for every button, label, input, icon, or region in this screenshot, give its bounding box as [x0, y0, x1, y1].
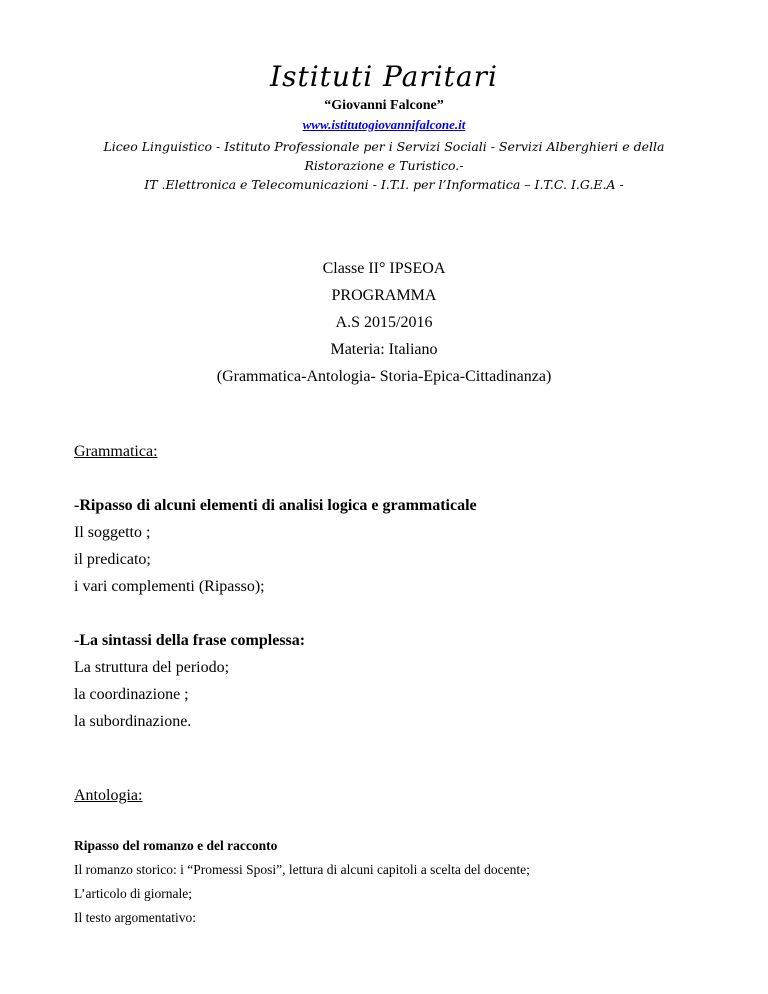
list-item: Il testo argomentativo:	[74, 910, 196, 925]
schools-line-1: Liceo Linguistico - Istituto Professionale per i Servizi Sociali - Servizi Alberghieri e della Ristorazione e Turistico.-	[103, 139, 665, 173]
grammatica-heading: Grammatica:	[74, 443, 158, 460]
antologia-heading: Antologia:	[74, 787, 143, 804]
list-item: La struttura del periodo;	[74, 659, 230, 676]
list-item: i vari complementi (Ripasso);	[74, 578, 265, 595]
list-item: Il soggetto ;	[74, 524, 151, 541]
website-link[interactable]: www.istitutogiovannifalcone.it	[302, 117, 466, 132]
list-item: la coordinazione ;	[74, 686, 189, 703]
institute-title: Istituti Paritari	[270, 60, 498, 93]
list-item: la subordinazione.	[74, 713, 192, 730]
grammatica-block2-title: -La sintassi della frase complessa:	[74, 632, 306, 649]
topics-label: (Grammatica-Antologia- Storia-Epica-Cittadinanza)	[216, 368, 552, 385]
schools-list	[78, 137, 690, 194]
list-item: il predicato;	[74, 551, 151, 568]
list-item: L’articolo di giornale;	[74, 886, 192, 901]
class-label: Classe II° IPSEOA	[322, 260, 446, 277]
institute-name: “Giovanni Falcone”	[324, 98, 444, 113]
list-item: Il romanzo storico: i “Promessi Sposi”, lettura di alcuni capitoli a scelta del docente;	[74, 862, 530, 877]
antologia-subtitle: Ripasso del romanzo e del racconto	[74, 838, 278, 853]
subject-label: Materia: Italiano	[330, 341, 438, 358]
program-label: PROGRAMMA	[331, 287, 437, 304]
grammatica-block1-title: -Ripasso di alcuni elementi di analisi logica e grammaticale	[74, 497, 477, 514]
schools-line-2: IT .Elettronica e Telecomunicazioni - I.T.I. per l’Informatica – I.T.C. I.G.E.A -	[144, 177, 624, 192]
school-year: A.S 2015/2016	[335, 314, 433, 331]
